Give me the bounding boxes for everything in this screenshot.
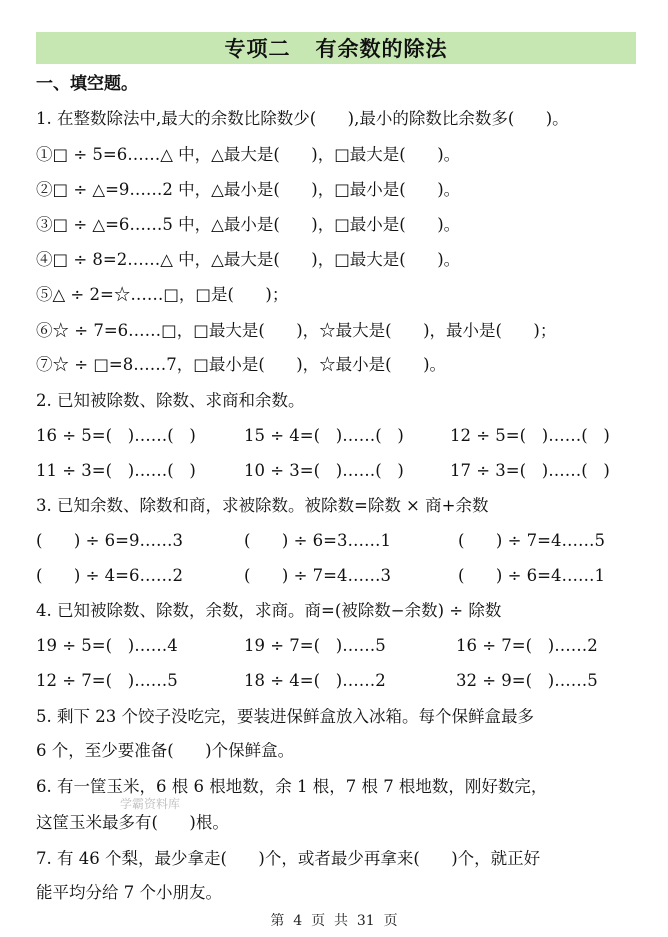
equation-cell: ( ) ÷ 6=9……3 — [36, 531, 183, 550]
equation-cell: 16 ÷ 7=( )……2 — [456, 636, 598, 655]
question-1-item: ⑤△ ÷ 2=☆……□，□是( )； — [36, 285, 289, 304]
equation-cell: 16 ÷ 5=( )……( ) — [36, 426, 196, 445]
question-1-stem: 1. 在整数除法中,最大的余数比除数少( ),最小的除数比余数多( )。 — [36, 109, 569, 128]
title-banner — [36, 32, 636, 64]
section-heading: 一、填空题。 — [36, 74, 138, 94]
question-6-line: 这筐玉米最多有( )根。 — [36, 813, 229, 832]
equation-cell: 15 ÷ 4=( )……( ) — [244, 426, 404, 445]
equation-cell: ( ) ÷ 6=3……1 — [244, 531, 391, 550]
question-1-item: ③□ ÷ △=6……5 中，△最小是( )，□最小是( )。 — [36, 215, 461, 234]
question-5-line: 6 个，至少要准备( )个保鲜盒。 — [36, 741, 295, 760]
equation-cell: ( ) ÷ 6=4……1 — [458, 566, 605, 585]
question-4-stem: 4. 已知被除数、除数，余数，求商。商=(被除数−余数) ÷ 除数 — [36, 601, 502, 620]
question-6-line: 6. 有一筐玉米，6 根 6 根地数，余 1 根，7 根 7 根地数，刚好数完， — [36, 777, 548, 796]
equation-cell: 18 ÷ 4=( )……2 — [244, 671, 386, 690]
equation-cell: ( ) ÷ 7=4……5 — [458, 531, 605, 550]
equation-cell: ( ) ÷ 4=6……2 — [36, 566, 183, 585]
question-1-item: ②□ ÷ △=9……2 中，△最小是( )，□最小是( )。 — [36, 180, 461, 199]
equation-cell: 11 ÷ 3=( )……( ) — [36, 461, 196, 480]
question-1-item: ①□ ÷ 5=6……△ 中，△最大是( )，□最大是( )。 — [36, 145, 461, 164]
question-2-stem: 2. 已知被除数、除数、求商和余数。 — [36, 391, 305, 410]
equation-cell: 19 ÷ 7=( )……5 — [244, 636, 386, 655]
question-3-stem: 3. 已知余数、除数和商，求被除数。被除数=除数 × 商+余数 — [36, 496, 489, 515]
page-title: 专项二 有余数的除法 — [224, 37, 448, 61]
equation-cell: ( ) ÷ 7=4……3 — [244, 566, 391, 585]
page-number-footer: 第 4 页 共 31 页 — [270, 913, 398, 929]
watermark: 学霸资料库 — [120, 797, 181, 811]
question-7-line: 能平均分给 7 个小朋友。 — [36, 883, 222, 902]
question-1-item: ④□ ÷ 8=2……△ 中，△最大是( )，□最大是( )。 — [36, 250, 461, 269]
equation-cell: 19 ÷ 5=( )……4 — [36, 636, 178, 655]
question-5-line: 5. 剩下 23 个饺子没吃完，要装进保鲜盒放入冰箱。每个保鲜盒最多 — [36, 707, 534, 726]
question-1-item: ⑦☆ ÷ □=8……7，□最小是( )，☆最小是( )。 — [36, 355, 447, 374]
equation-cell: 12 ÷ 7=( )……5 — [36, 671, 178, 690]
equation-cell: 32 ÷ 9=( )……5 — [456, 671, 598, 690]
question-1-item: ⑥☆ ÷ 7=6……□，□最大是( )，☆最大是( )，最小是( )； — [36, 321, 557, 340]
equation-cell: 10 ÷ 3=( )……( ) — [244, 461, 404, 480]
equation-cell: 17 ÷ 3=( )……( ) — [450, 461, 610, 480]
question-7-line: 7. 有 46 个梨，最少拿走( )个，或者最少再拿来( )个，就正好 — [36, 849, 541, 868]
equation-cell: 12 ÷ 5=( )……( ) — [450, 426, 610, 445]
